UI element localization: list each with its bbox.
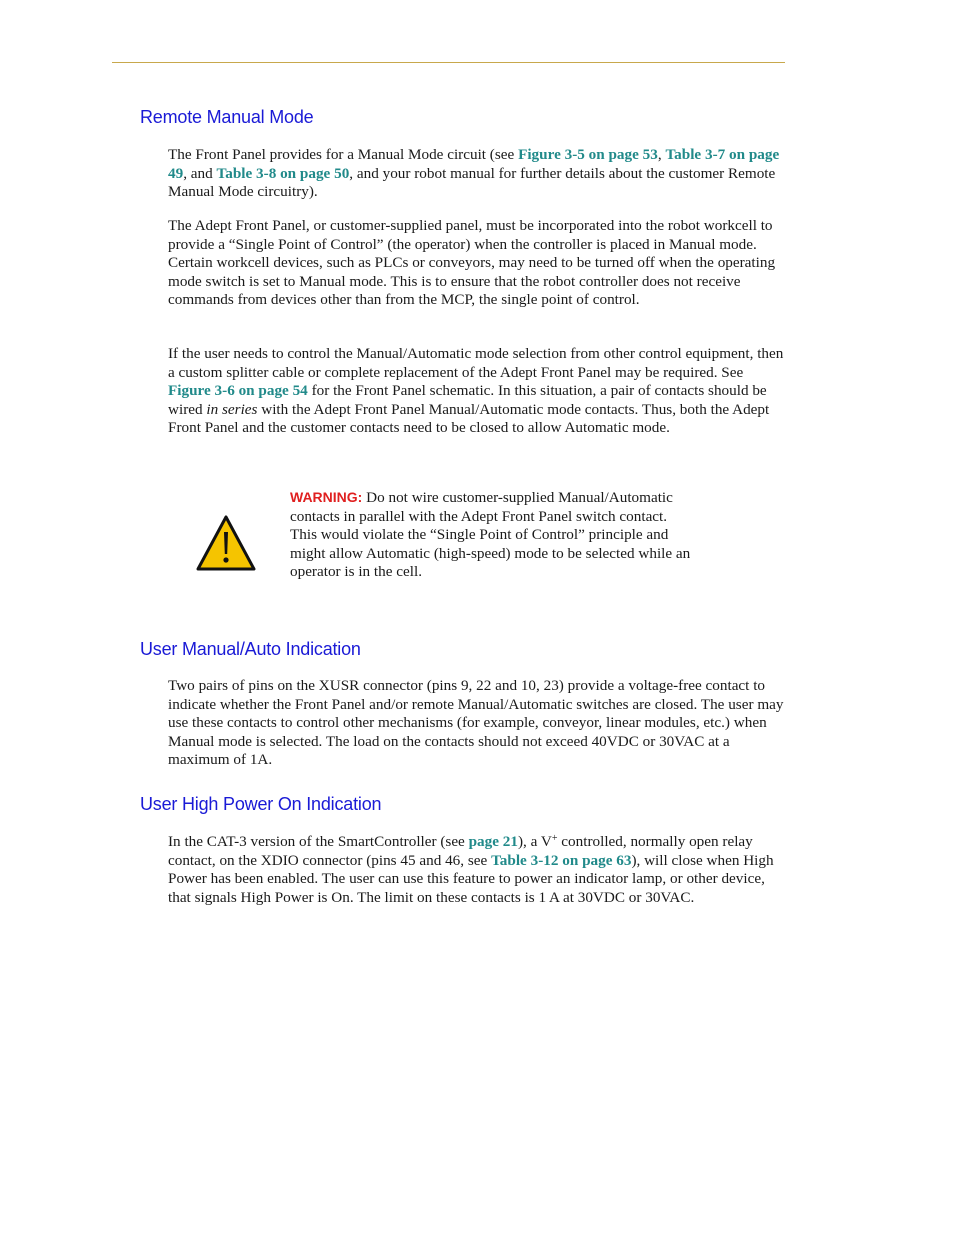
header-rule <box>112 62 785 63</box>
link-table-3-12[interactable]: Table 3-12 on page 63 <box>491 851 632 869</box>
warning-message: WARNING: Do not wire customer-supplied Manual/Automatic contacts in parallel with the Adept Front Panel switch contact. This would violate the “Single Point of Control” principle and might allow Automatic (high-speed) mode to be selected while an operator is in the cell. <box>290 489 691 581</box>
link-table-3-7[interactable]: Table 3-7 on page 49 <box>168 146 780 182</box>
paragraph-xusr-connector: Two pairs of pins on the XUSR connector (pins 9, 22 and 10, 23) provide a voltage-free contact to indicate whether the Front Panel and/or remote Manual/Automatic switches are closed. The user may use these contacts to control other mechanisms (for example, conveyor, linear modules, etc.) when Manual mode is selected. The load on the contacts should not exceed 40VDC or 30VAC at a maximum of 1A. <box>168 677 784 769</box>
paragraph-front-panel-manual-mode: The Front Panel provides for a Manual Mode circuit (see Figure 3-5 on page 53, Table 3-7 on page 49, and Table 3-8 on page 50, and your robot manual for further details about the customer Remote Manual Mode circuitry). <box>168 146 780 201</box>
link-figure-3-5[interactable]: Figure 3-5 on page 53 <box>518 146 658 163</box>
paragraph-custom-splitter: If the user needs to control the Manual/Automatic mode selection from other control equipment, then a custom splitter cable or complete replacement of the Adept Front Panel may be required. See Figure 3-6 on page 54 for the Front Panel schematic. In this situation, a pair of contacts should be wired in series with the Adept Front Panel Manual/Automatic mode contacts. Thus, both the Adept Front Panel and the customer contacts need to be closed to allow Automatic mode. <box>168 345 784 437</box>
link-figure-3-6[interactable]: Figure 3-6 on page 54 <box>168 382 308 400</box>
paragraph-cat3-smartcontroller: In the CAT-3 version of the SmartController (see page 21), a V+ controlled, normally open relay contact, on the XDIO connector (pins 45 and 46, see Table 3-12 on page 63), will close when High Power has been enabled. The user can use this feature to power an indicator lamp, or other device, that signals High Power is On. The limit on these contacts is 1 A at 30VDC or 30VAC. <box>168 833 774 906</box>
section-heading-user-manual-auto-indication: User Manual/Auto Indication <box>140 639 361 659</box>
paragraph-single-point-of-control: The Adept Front Panel, or customer-supplied panel, must be incorporated into the robot workcell to provide a “Single Point of Control” (the operator) when the controller is placed in Manual mode. Certain workcell devices, such as PLCs or conveyors, may need to be turned off when the operating mode switch is set to Manual mode. This is to ensure that the robot controller does not receive commands from devices other than from the MCP, the single point of control. <box>168 217 776 309</box>
section-heading-user-high-power-on-indication: User High Power On Indication <box>140 794 382 814</box>
link-page-21[interactable]: page 21 <box>468 833 518 850</box>
link-table-3-8[interactable]: Table 3-8 on page 50 <box>216 164 350 182</box>
warning-label: WARNING: <box>290 489 363 505</box>
warning-triangle-icon <box>195 514 257 572</box>
section-heading-remote-manual-mode: Remote Manual Mode <box>140 107 314 127</box>
